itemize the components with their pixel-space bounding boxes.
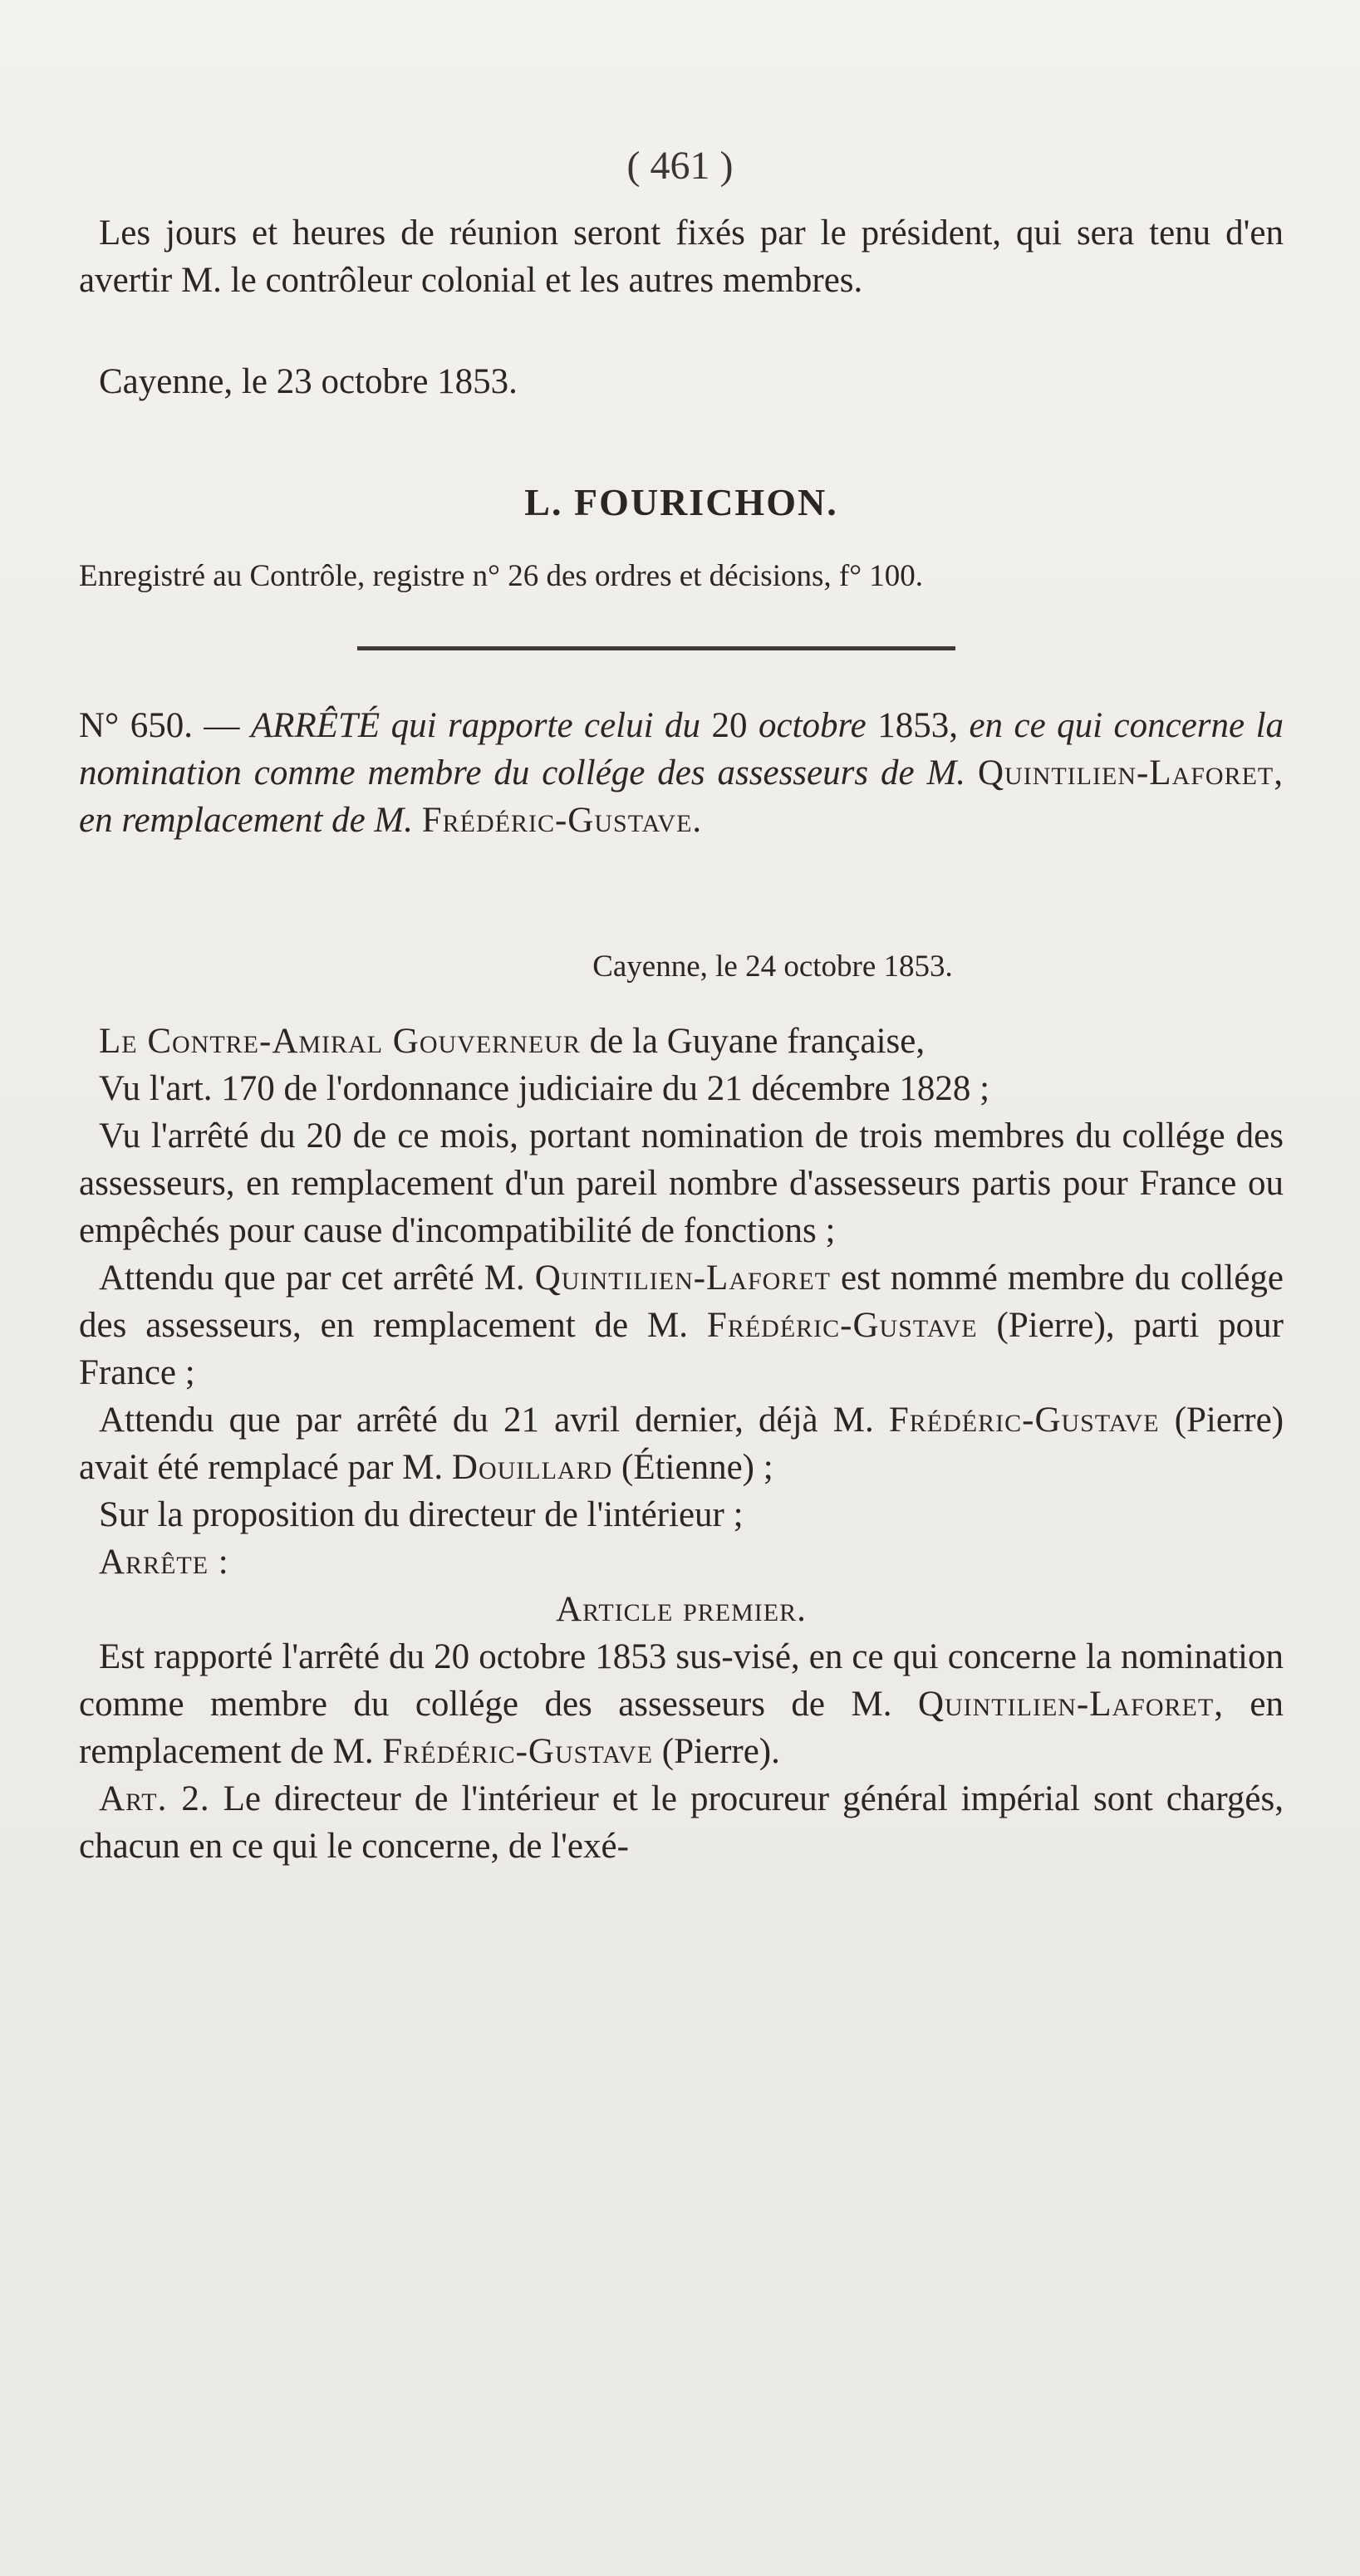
article-2-label: Art. 2. bbox=[99, 1779, 210, 1818]
sur-la-proposition: Sur la proposition du directeur de l'intérieur ; bbox=[99, 1495, 744, 1534]
arrete-body bbox=[79, 1018, 1284, 1870]
arrete-number: N° 650. — bbox=[79, 706, 240, 745]
attendu-2-part-b: (Pierre) avait été remplacé par M. bbox=[79, 1401, 1284, 1487]
arrete-title-date: 20 bbox=[711, 706, 748, 745]
dateline-1853-10-23: Cayenne, le 23 octobre 1853. bbox=[99, 362, 518, 401]
arrete-dateline: Cayenne, le 24 octobre 1853. bbox=[592, 949, 953, 984]
authority-title: Le Contre-Amiral Gouverneur bbox=[99, 1022, 581, 1061]
attendu-2 bbox=[79, 1396, 1284, 1491]
arrete-name-quintilien: Quintilien-Laforet, bbox=[977, 753, 1284, 792]
arrete-title-part3: en ce qui concerne la nomination comme membre du collége des assesseurs de M. bbox=[79, 706, 1284, 792]
article-1-part-c: (Pierre). bbox=[661, 1732, 780, 1771]
attendu-1-part-b: est nommé membre du collége des assesseurs, en remplacement de M. bbox=[79, 1259, 1284, 1345]
page-number: ( 461 ) bbox=[626, 144, 734, 188]
meeting-paragraph: Les jours et heures de réunion seront fixés par le président, qui sera tenu d'en avertir M. le contrôleur colonial et les autres membres. bbox=[79, 213, 1284, 300]
attendu-2-name-douillard: Douillard bbox=[451, 1448, 613, 1487]
closing-dateline bbox=[79, 358, 1284, 405]
article-1-part-a: Est rapporté l'arrêté du 20 octobre 1853 sus-visé, en ce qui concerne la nomination comme membre du collége des assesseurs de M. bbox=[79, 1637, 1284, 1724]
authority-rest: de la Guyane française, bbox=[589, 1022, 925, 1061]
arrete-title-year: 1853, bbox=[877, 706, 958, 745]
arrete-title-month: octobre bbox=[758, 706, 867, 745]
attendu-1-part-c: (Pierre), parti pour France ; bbox=[79, 1306, 1284, 1392]
attendu-2-name-frederic: Frédéric-Gustave bbox=[888, 1401, 1160, 1440]
arrete-name-frederic: Frédéric-Gustave. bbox=[421, 801, 703, 840]
registration-block bbox=[79, 552, 1284, 600]
arrete-heading bbox=[79, 702, 1284, 844]
closing-paragraph bbox=[79, 209, 1284, 304]
attendu-1 bbox=[79, 1254, 1284, 1396]
arrete-title-part1: qui rapporte celui du bbox=[390, 706, 701, 745]
authority-line bbox=[79, 1018, 1284, 1065]
article-2-body: Le directeur de l'intérieur et le procureur général impérial sont chargés, chacun en ce qui le concerne, de l'exé- bbox=[79, 1779, 1284, 1866]
article-1-name-quintilien: Quintilien-Laforet, bbox=[917, 1685, 1224, 1724]
registration-note: Enregistré au Contrôle, registre n° 26 des ordres et décisions, f° 100. bbox=[79, 559, 924, 593]
signature-fourichon: L. FOURICHON. bbox=[524, 481, 838, 523]
signature-block bbox=[79, 442, 1284, 562]
section-divider-rule bbox=[357, 646, 955, 650]
vu-article-170: Vu l'art. 170 de l'ordonnance judiciaire du 21 décembre 1828 ; bbox=[99, 1069, 990, 1108]
attendu-2-part-a: Attendu que par arrêté du 21 avril dernier, déjà M. bbox=[99, 1401, 874, 1440]
vu-arrete-20: Vu l'arrêté du 20 de ce mois, portant nomination de trois membres du collége des assesseurs, en remplacement d'un pareil nombre d'assesseurs partis pour France ou empêchés pour cause d'incompatibilité de fonctions ; bbox=[79, 1116, 1284, 1250]
article-1-part-b: en remplacement de M. bbox=[79, 1685, 1284, 1771]
attendu-1-name-quintilien: Quintilien-Laforet bbox=[534, 1259, 831, 1298]
attendu-2-part-c: (Étienne) ; bbox=[621, 1448, 773, 1487]
attendu-1-part-a: Attendu que par cet arrêté M. bbox=[99, 1259, 525, 1298]
arrete-kind: ARRÊTÉ bbox=[250, 706, 381, 745]
arrete-verb: Arrête : bbox=[99, 1543, 229, 1582]
article-1-text bbox=[79, 1633, 1284, 1775]
attendu-1-name-frederic: Frédéric-Gustave bbox=[706, 1306, 978, 1345]
arrete-dateline-block bbox=[79, 943, 1284, 990]
article-premier-heading: Article premier. bbox=[556, 1590, 807, 1629]
arrete-title-part4: en remplacement de M. bbox=[79, 801, 413, 840]
article-1-name-frederic: Frédéric-Gustave bbox=[382, 1732, 654, 1771]
article-2-text bbox=[79, 1775, 1284, 1870]
